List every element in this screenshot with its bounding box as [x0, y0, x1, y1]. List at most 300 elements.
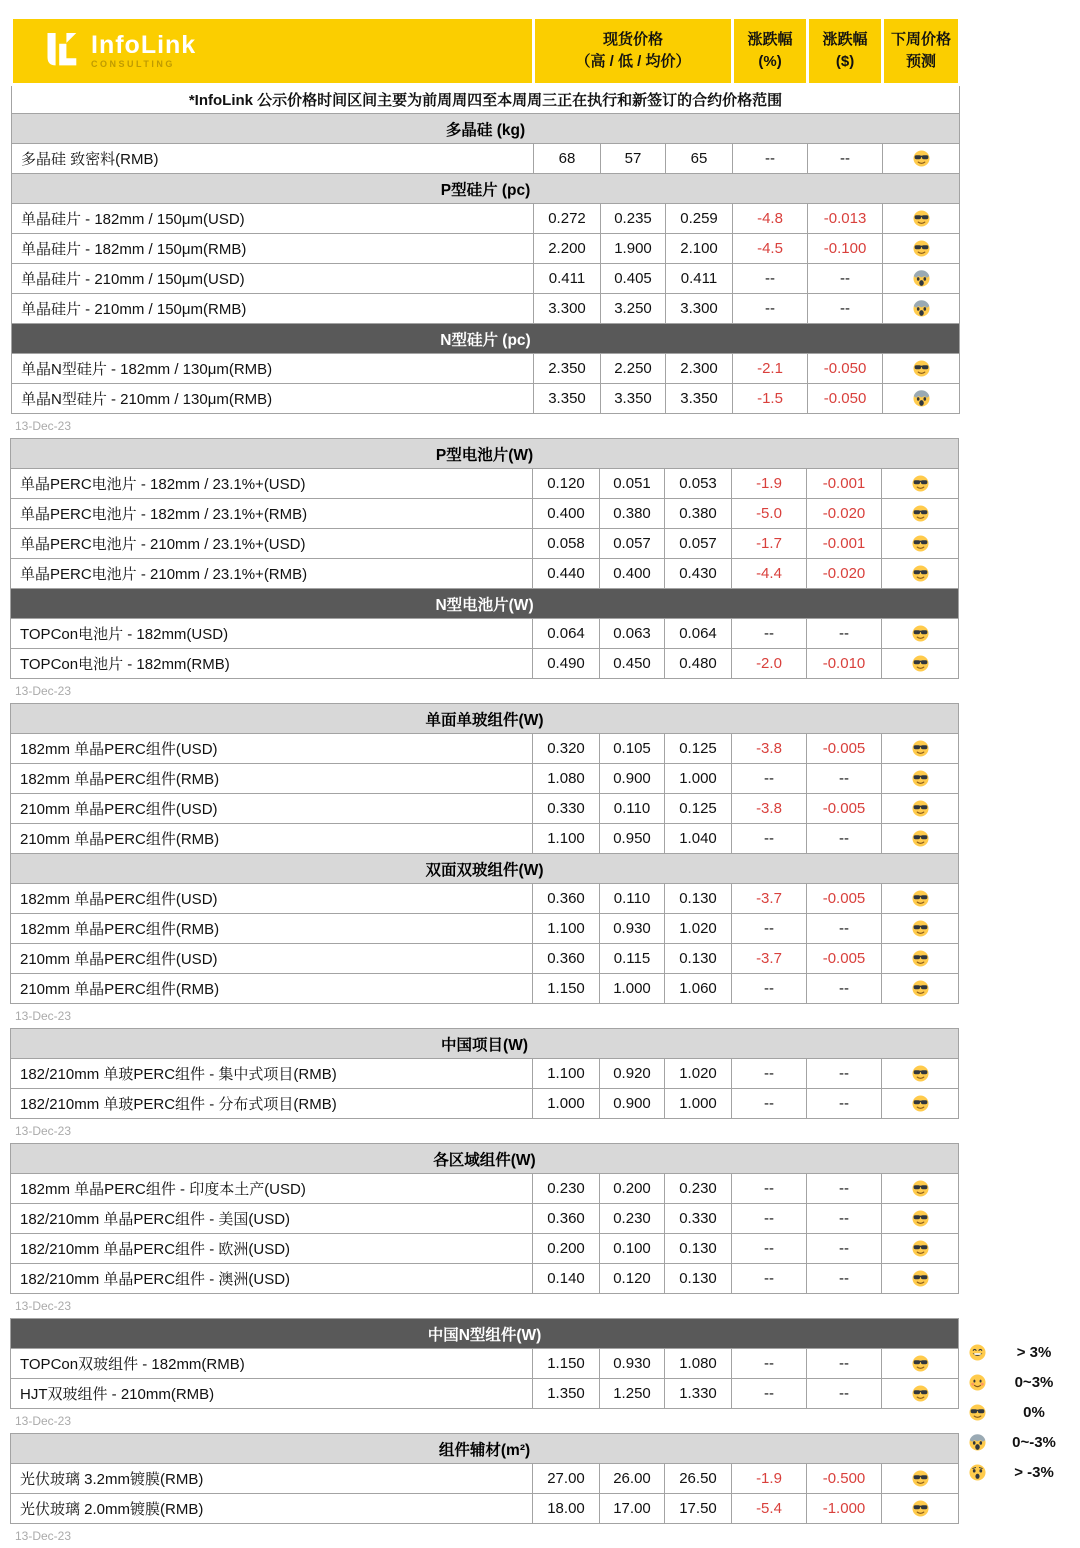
low-price-cell: 0.051: [600, 469, 665, 499]
low-price-cell: 0.930: [600, 1349, 665, 1379]
sunglasses-emoji-icon: [882, 740, 958, 757]
sunglasses-emoji-icon: [882, 535, 958, 552]
sunglasses-emoji-icon: [882, 1270, 958, 1287]
sunglasses-emoji-icon: [882, 1210, 958, 1227]
high-price-cell: 2.200: [534, 234, 601, 264]
usd-change-cell: --: [807, 824, 882, 854]
pct-change-cell: --: [732, 914, 807, 944]
product-label-cell: 210mm 单晶PERC组件(USD): [11, 794, 533, 824]
avg-price-cell: 0.130: [665, 1264, 732, 1294]
note-text: *InfoLink 公示价格时间区间主要为前周周四至本周周三正在执行和新签订的合约价格范围: [12, 85, 960, 114]
usd-change-cell: --: [807, 1089, 882, 1119]
section-header-row: [12, 324, 960, 354]
usd-change-cell: -1.000: [807, 1494, 882, 1524]
pct-change-cell: --: [732, 1349, 807, 1379]
forecast-emoji-cell: [883, 264, 960, 294]
section-title: 中国N型组件(W): [11, 1319, 959, 1349]
avg-price-cell: 1.000: [665, 1089, 732, 1119]
avg-price-cell: 0.130: [665, 944, 732, 974]
product-label-cell: HJT双玻组件 - 210mm(RMB): [11, 1379, 533, 1409]
legend-item: [963, 1367, 1077, 1397]
high-price-cell: 1.150: [533, 974, 600, 1004]
forecast-emoji-cell: [882, 1349, 959, 1379]
high-price-cell: 18.00: [533, 1494, 600, 1524]
low-price-cell: 0.380: [600, 499, 665, 529]
usd-change-cell: --: [807, 764, 882, 794]
pct-change-cell: --: [732, 764, 807, 794]
product-label-cell: 单晶硅片 - 210mm / 150μm(RMB): [12, 294, 534, 324]
avg-price-cell: 0.125: [665, 734, 732, 764]
usd-change-cell: --: [807, 974, 882, 1004]
usd-change-cell: --: [808, 294, 883, 324]
forecast-emoji-cell: [882, 764, 959, 794]
low-price-cell: 0.057: [600, 529, 665, 559]
usd-change-cell: -0.013: [808, 204, 883, 234]
product-label-cell: 210mm 单晶PERC组件(USD): [11, 944, 533, 974]
table-body: [12, 18, 960, 414]
table-body: [11, 1144, 959, 1294]
section-title: 中国项目(W): [11, 1029, 959, 1059]
logo-cell: [12, 18, 534, 85]
forecast-emoji-cell: [882, 499, 959, 529]
brand-name: InfoLink: [91, 31, 197, 60]
usd-change-cell: -0.005: [807, 944, 882, 974]
product-label-cell: 182mm 单晶PERC组件(RMB): [11, 914, 533, 944]
table-row: [11, 619, 959, 649]
product-label-cell: TOPCon电池片 - 182mm(USD): [11, 619, 533, 649]
pct-change-cell: -3.8: [732, 734, 807, 764]
section-header-row: [11, 1029, 959, 1059]
high-price-cell: 1.000: [533, 1089, 600, 1119]
product-label-cell: 单晶硅片 - 210mm / 150μm(USD): [12, 264, 534, 294]
high-price-cell: 0.058: [533, 529, 600, 559]
section-title: 双面双玻组件(W): [11, 854, 959, 884]
usd-change-cell: -0.100: [808, 234, 883, 264]
section-header-row: [11, 1144, 959, 1174]
product-label-cell: 182/210mm 单玻PERC组件 - 集中式项目(RMB): [11, 1059, 533, 1089]
scream-emoji-icon: [883, 390, 959, 407]
usd-change-cell: -0.020: [807, 499, 882, 529]
usd-change-cell: --: [807, 1174, 882, 1204]
high-price-cell: 0.400: [533, 499, 600, 529]
scream-emoji-icon: [963, 1434, 991, 1451]
usd-change-cell: -0.050: [808, 354, 883, 384]
low-price-cell: 0.230: [600, 1204, 665, 1234]
pct-change-cell: --: [732, 1059, 807, 1089]
usd-change-cell: -0.005: [807, 794, 882, 824]
usd-change-cell: --: [808, 144, 883, 174]
low-price-cell: 0.400: [600, 559, 665, 589]
low-price-cell: 0.900: [600, 1089, 665, 1119]
usd-change-cell: --: [808, 264, 883, 294]
sunglasses-emoji-icon: [882, 1500, 958, 1517]
low-price-cell: 0.105: [600, 734, 665, 764]
low-price-cell: 0.120: [600, 1264, 665, 1294]
pct-change-cell: -5.0: [732, 499, 807, 529]
avg-price-cell: 0.125: [665, 794, 732, 824]
forecast-emoji-cell: [882, 824, 959, 854]
sunglasses-emoji-icon: [883, 150, 959, 167]
sunglasses-emoji-icon: [882, 655, 958, 672]
note-row: [12, 85, 960, 114]
sunglasses-emoji-icon: [883, 240, 959, 257]
avg-price-cell: 0.330: [665, 1204, 732, 1234]
table-row: [12, 204, 960, 234]
low-price-cell: 0.110: [600, 794, 665, 824]
avg-price-cell: 0.259: [666, 204, 733, 234]
date-label: 13-Dec-23: [15, 1529, 72, 1543]
pct-change-cell: --: [732, 1264, 807, 1294]
table-row: [12, 384, 960, 414]
low-price-cell: 0.900: [600, 764, 665, 794]
sunglasses-emoji-icon: [882, 1385, 958, 1402]
low-price-cell: 0.235: [601, 204, 666, 234]
forecast-emoji-cell: [883, 384, 960, 414]
sunglasses-emoji-icon: [882, 1240, 958, 1257]
avg-price-cell: 0.130: [665, 884, 732, 914]
high-price-cell: 1.100: [533, 824, 600, 854]
pct-change-cell: -5.4: [732, 1494, 807, 1524]
high-price-cell: 0.440: [533, 559, 600, 589]
sunglasses-emoji-icon: [882, 475, 958, 492]
pct-change-cell: -3.8: [732, 794, 807, 824]
sunglasses-emoji-icon: [882, 505, 958, 522]
section-title: 多晶硅 (kg): [12, 114, 960, 144]
avg-price-cell: 17.50: [665, 1494, 732, 1524]
low-price-cell: 3.350: [601, 384, 666, 414]
forecast-emoji-cell: [882, 1379, 959, 1409]
table-body: [11, 1029, 959, 1119]
forecast-emoji-cell: [882, 1089, 959, 1119]
low-price-cell: 0.115: [600, 944, 665, 974]
table-row: [11, 1379, 959, 1409]
spot-price-sub: （高 / 低 / 均价）: [575, 53, 691, 70]
low-price-cell: 3.250: [601, 294, 666, 324]
high-price-cell: 1.150: [533, 1349, 600, 1379]
pct-change-cell: --: [732, 619, 807, 649]
avg-price-cell: 1.330: [665, 1379, 732, 1409]
forecast-emoji-cell: [883, 234, 960, 264]
pct-change-cell: -2.0: [732, 649, 807, 679]
column-header-row: [12, 18, 960, 85]
forecast-emoji-cell: [882, 1494, 959, 1524]
pct-change-cell: --: [732, 1379, 807, 1409]
pct-change-cell: -1.9: [732, 1464, 807, 1494]
pct-change-cell: --: [732, 1174, 807, 1204]
usd-change-cell: -0.005: [807, 734, 882, 764]
pct-change-cell: --: [733, 264, 808, 294]
avg-price-cell: 2.100: [666, 234, 733, 264]
usd-change-cell: --: [807, 1234, 882, 1264]
section-header-row: [12, 174, 960, 204]
date-label: 13-Dec-23: [15, 1299, 72, 1313]
low-price-cell: 0.110: [600, 884, 665, 914]
product-label-cell: 单晶N型硅片 - 182mm / 130μm(RMB): [12, 354, 534, 384]
forecast-emoji-cell: [882, 974, 959, 1004]
scream-emoji-icon: [883, 300, 959, 317]
product-label-cell: 单晶PERC电池片 - 210mm / 23.1%+(RMB): [11, 559, 533, 589]
table-row: [12, 264, 960, 294]
sunglasses-emoji-icon: [882, 920, 958, 937]
usd-change-cell: --: [807, 1204, 882, 1234]
table-row: [11, 1174, 959, 1204]
high-price-cell: 0.272: [534, 204, 601, 234]
forecast-emoji-cell: [882, 1234, 959, 1264]
avg-price-cell: 0.130: [665, 1234, 732, 1264]
forecast-emoji-cell: [882, 529, 959, 559]
high-price-cell: 0.411: [534, 264, 601, 294]
low-price-cell: 0.450: [600, 649, 665, 679]
sunglasses-emoji-icon: [963, 1404, 991, 1421]
high-price-cell: 0.360: [533, 1204, 600, 1234]
section-title: P型电池片(W): [11, 439, 959, 469]
infolink-logo: [13, 31, 532, 71]
legend-range-label: 0~3%: [1014, 1373, 1054, 1391]
product-label-cell: 单晶PERC电池片 - 182mm / 23.1%+(USD): [11, 469, 533, 499]
avg-price-cell: 1.020: [665, 914, 732, 944]
price-table-regional-modules: [10, 1143, 959, 1294]
sunglasses-emoji-icon: [883, 360, 959, 377]
pct-change-cell: --: [733, 294, 808, 324]
sunglasses-emoji-icon: [882, 830, 958, 847]
low-price-cell: 1.900: [601, 234, 666, 264]
table-body: [11, 439, 959, 679]
pct-change-cell: -1.5: [733, 384, 808, 414]
pct-change-cell: --: [732, 824, 807, 854]
avg-price-cell: 1.060: [665, 974, 732, 1004]
legend-range-label: > 3%: [1016, 1343, 1052, 1361]
pct-change-cell: -3.7: [732, 884, 807, 914]
forecast-emoji-cell: [883, 204, 960, 234]
pct-change-cell: --: [732, 1234, 807, 1264]
usd-change-header-title: 涨跌幅: [822, 30, 868, 48]
sunglasses-emoji-icon: [882, 770, 958, 787]
forecast-emoji-cell: [882, 649, 959, 679]
pct-change-cell: -4.8: [733, 204, 808, 234]
product-label-cell: 210mm 单晶PERC组件(RMB): [11, 974, 533, 1004]
table-row: [11, 794, 959, 824]
forecast-header-title: 下周价格: [891, 30, 952, 48]
low-price-cell: 26.00: [600, 1464, 665, 1494]
price-table-silicon-and-wafer: [10, 16, 961, 414]
forecast-emoji-cell: [882, 944, 959, 974]
section-header-row: [11, 1319, 959, 1349]
low-price-cell: 1.000: [600, 974, 665, 1004]
forecast-emoji-cell: [882, 1204, 959, 1234]
product-label-cell: 182mm 单晶PERC组件 - 印度本土产(USD): [11, 1174, 533, 1204]
table-row: [11, 884, 959, 914]
section-header-row: [11, 439, 959, 469]
avg-price-cell: 1.040: [665, 824, 732, 854]
avg-price-cell: 0.411: [666, 264, 733, 294]
high-price-cell: 0.120: [533, 469, 600, 499]
usd-change-cell: -0.001: [807, 469, 882, 499]
usd-change-cell: -0.050: [808, 384, 883, 414]
product-label-cell: 单晶PERC电池片 - 182mm / 23.1%+(RMB): [11, 499, 533, 529]
table-row: [11, 1494, 959, 1524]
forecast-emoji-cell: [882, 1264, 959, 1294]
avg-price-cell: 26.50: [665, 1464, 732, 1494]
smile-emoji-icon: [963, 1374, 991, 1391]
product-label-cell: 182mm 单晶PERC组件(USD): [11, 734, 533, 764]
table-row: [11, 974, 959, 1004]
sunglasses-emoji-icon: [882, 950, 958, 967]
sunglasses-emoji-icon: [882, 1065, 958, 1082]
table-row: [11, 649, 959, 679]
date-label: 13-Dec-23: [15, 684, 72, 698]
high-price-cell: 27.00: [533, 1464, 600, 1494]
avg-price-cell: 0.064: [665, 619, 732, 649]
section-title: N型硅片 (pc): [12, 324, 960, 354]
low-price-cell: 1.250: [600, 1379, 665, 1409]
scream-emoji-icon: [883, 270, 959, 287]
low-price-cell: 0.950: [600, 824, 665, 854]
sunglasses-emoji-icon: [882, 980, 958, 997]
table-body: [11, 1434, 959, 1524]
table-row: [11, 1349, 959, 1379]
table-row: [12, 354, 960, 384]
avg-price-cell: 0.057: [665, 529, 732, 559]
table-row: [11, 499, 959, 529]
forecast-emoji-cell: [882, 734, 959, 764]
legend-item: [963, 1457, 1077, 1487]
pct-change-header: [733, 18, 808, 85]
table-row: [11, 734, 959, 764]
price-table-cells: [10, 438, 959, 679]
avg-price-cell: 2.300: [666, 354, 733, 384]
pct-change-cell: --: [733, 144, 808, 174]
forecast-emoji-cell: [882, 619, 959, 649]
section-title: P型硅片 (pc): [12, 174, 960, 204]
high-price-cell: 0.230: [533, 1174, 600, 1204]
high-price-cell: 0.064: [533, 619, 600, 649]
pct-change-cell: --: [732, 974, 807, 1004]
table-row: [11, 764, 959, 794]
pct-change-cell: -1.7: [732, 529, 807, 559]
forecast-emoji-cell: [882, 794, 959, 824]
pct-change-cell: -3.7: [732, 944, 807, 974]
table-row: [11, 824, 959, 854]
pct-change-cell: -4.5: [733, 234, 808, 264]
sunglasses-emoji-icon: [882, 625, 958, 642]
legend-item: [963, 1397, 1077, 1427]
sunglasses-emoji-icon: [882, 1470, 958, 1487]
low-price-cell: 2.250: [601, 354, 666, 384]
avg-price-cell: 1.020: [665, 1059, 732, 1089]
pct-change-cell: --: [732, 1089, 807, 1119]
forecast-emoji-cell: [882, 559, 959, 589]
infolink-logo-mark-icon: [43, 31, 79, 71]
product-label-cell: 182/210mm 单玻PERC组件 - 分布式项目(RMB): [11, 1089, 533, 1119]
table-row: [11, 469, 959, 499]
table-row: [12, 294, 960, 324]
brand-subtitle: CONSULTING: [91, 58, 175, 69]
low-price-cell: 57: [601, 144, 666, 174]
sunglasses-emoji-icon: [882, 1095, 958, 1112]
legend-item: [963, 1427, 1077, 1457]
legend-range-label: 0%: [1023, 1403, 1045, 1421]
spot-price-title: 现货价格: [603, 30, 664, 48]
forecast-emoji-cell: [883, 354, 960, 384]
usd-change-header-unit: ($): [835, 53, 855, 70]
legend-range-label: > -3%: [1014, 1463, 1054, 1481]
sunglasses-emoji-icon: [882, 890, 958, 907]
sunglasses-emoji-icon: [882, 1355, 958, 1372]
pct-change-header-unit: (%): [758, 53, 782, 70]
section-header-row: [11, 704, 959, 734]
table-row: [11, 1059, 959, 1089]
high-price-cell: 0.490: [533, 649, 600, 679]
grin-emoji-icon: [963, 1344, 991, 1361]
usd-change-cell: --: [807, 1349, 882, 1379]
section-header-row: [11, 1434, 959, 1464]
pct-change-cell: -4.4: [732, 559, 807, 589]
high-price-cell: 1.100: [533, 914, 600, 944]
avg-price-cell: 0.053: [665, 469, 732, 499]
pct-change-header-title: 涨跌幅: [747, 30, 793, 48]
high-price-cell: 1.080: [533, 764, 600, 794]
avg-price-cell: 0.230: [665, 1174, 732, 1204]
section-header-row: [11, 854, 959, 884]
high-price-cell: 1.100: [533, 1059, 600, 1089]
forecast-emoji-cell: [882, 884, 959, 914]
section-header-row: [12, 114, 960, 144]
low-price-cell: 0.930: [600, 914, 665, 944]
section-header-row: [11, 589, 959, 619]
sunglasses-emoji-icon: [882, 565, 958, 582]
forecast-emoji-cell: [882, 914, 959, 944]
date-label: 13-Dec-23: [15, 419, 72, 433]
date-label: 13-Dec-23: [15, 1124, 72, 1138]
usd-change-cell: -0.500: [807, 1464, 882, 1494]
avg-price-cell: 1.080: [665, 1349, 732, 1379]
product-label-cell: 光伏玻璃 3.2mm镀膜(RMB): [11, 1464, 533, 1494]
usd-change-cell: --: [807, 1059, 882, 1089]
forecast-emoji-cell: [882, 469, 959, 499]
price-table-china-n-type-modules: [10, 1318, 959, 1409]
forecast-emoji-cell: [882, 1059, 959, 1089]
low-price-cell: 17.00: [600, 1494, 665, 1524]
low-price-cell: 0.100: [600, 1234, 665, 1264]
sunglasses-emoji-icon: [882, 1180, 958, 1197]
avg-price-cell: 65: [666, 144, 733, 174]
avg-price-cell: 0.430: [665, 559, 732, 589]
table-row: [11, 559, 959, 589]
spot-price-header: [534, 18, 733, 85]
high-price-cell: 0.330: [533, 794, 600, 824]
product-label-cell: TOPCon电池片 - 182mm(RMB): [11, 649, 533, 679]
date-label: 13-Dec-23: [15, 1414, 72, 1428]
forecast-emoji-cell: [883, 294, 960, 324]
usd-change-cell: --: [807, 1264, 882, 1294]
product-label-cell: 182mm 单晶PERC组件(USD): [11, 884, 533, 914]
high-price-cell: 0.360: [533, 884, 600, 914]
high-price-cell: 68: [534, 144, 601, 174]
product-label-cell: 多晶硅 致密料(RMB): [12, 144, 534, 174]
astonished-emoji-icon: [963, 1464, 991, 1481]
price-tables-area: [10, 16, 958, 1548]
product-label-cell: 单晶硅片 - 182mm / 150μm(USD): [12, 204, 534, 234]
price-table-modules: [10, 703, 959, 1004]
table-row: [11, 1204, 959, 1234]
product-label-cell: 单晶硅片 - 182mm / 150μm(RMB): [12, 234, 534, 264]
legend-range-label: 0~-3%: [1012, 1433, 1056, 1451]
low-price-cell: 0.920: [600, 1059, 665, 1089]
forecast-header-unit: 预测: [906, 53, 937, 70]
section-title: 单面单玻组件(W): [11, 704, 959, 734]
usd-change-cell: --: [807, 914, 882, 944]
high-price-cell: 2.350: [534, 354, 601, 384]
